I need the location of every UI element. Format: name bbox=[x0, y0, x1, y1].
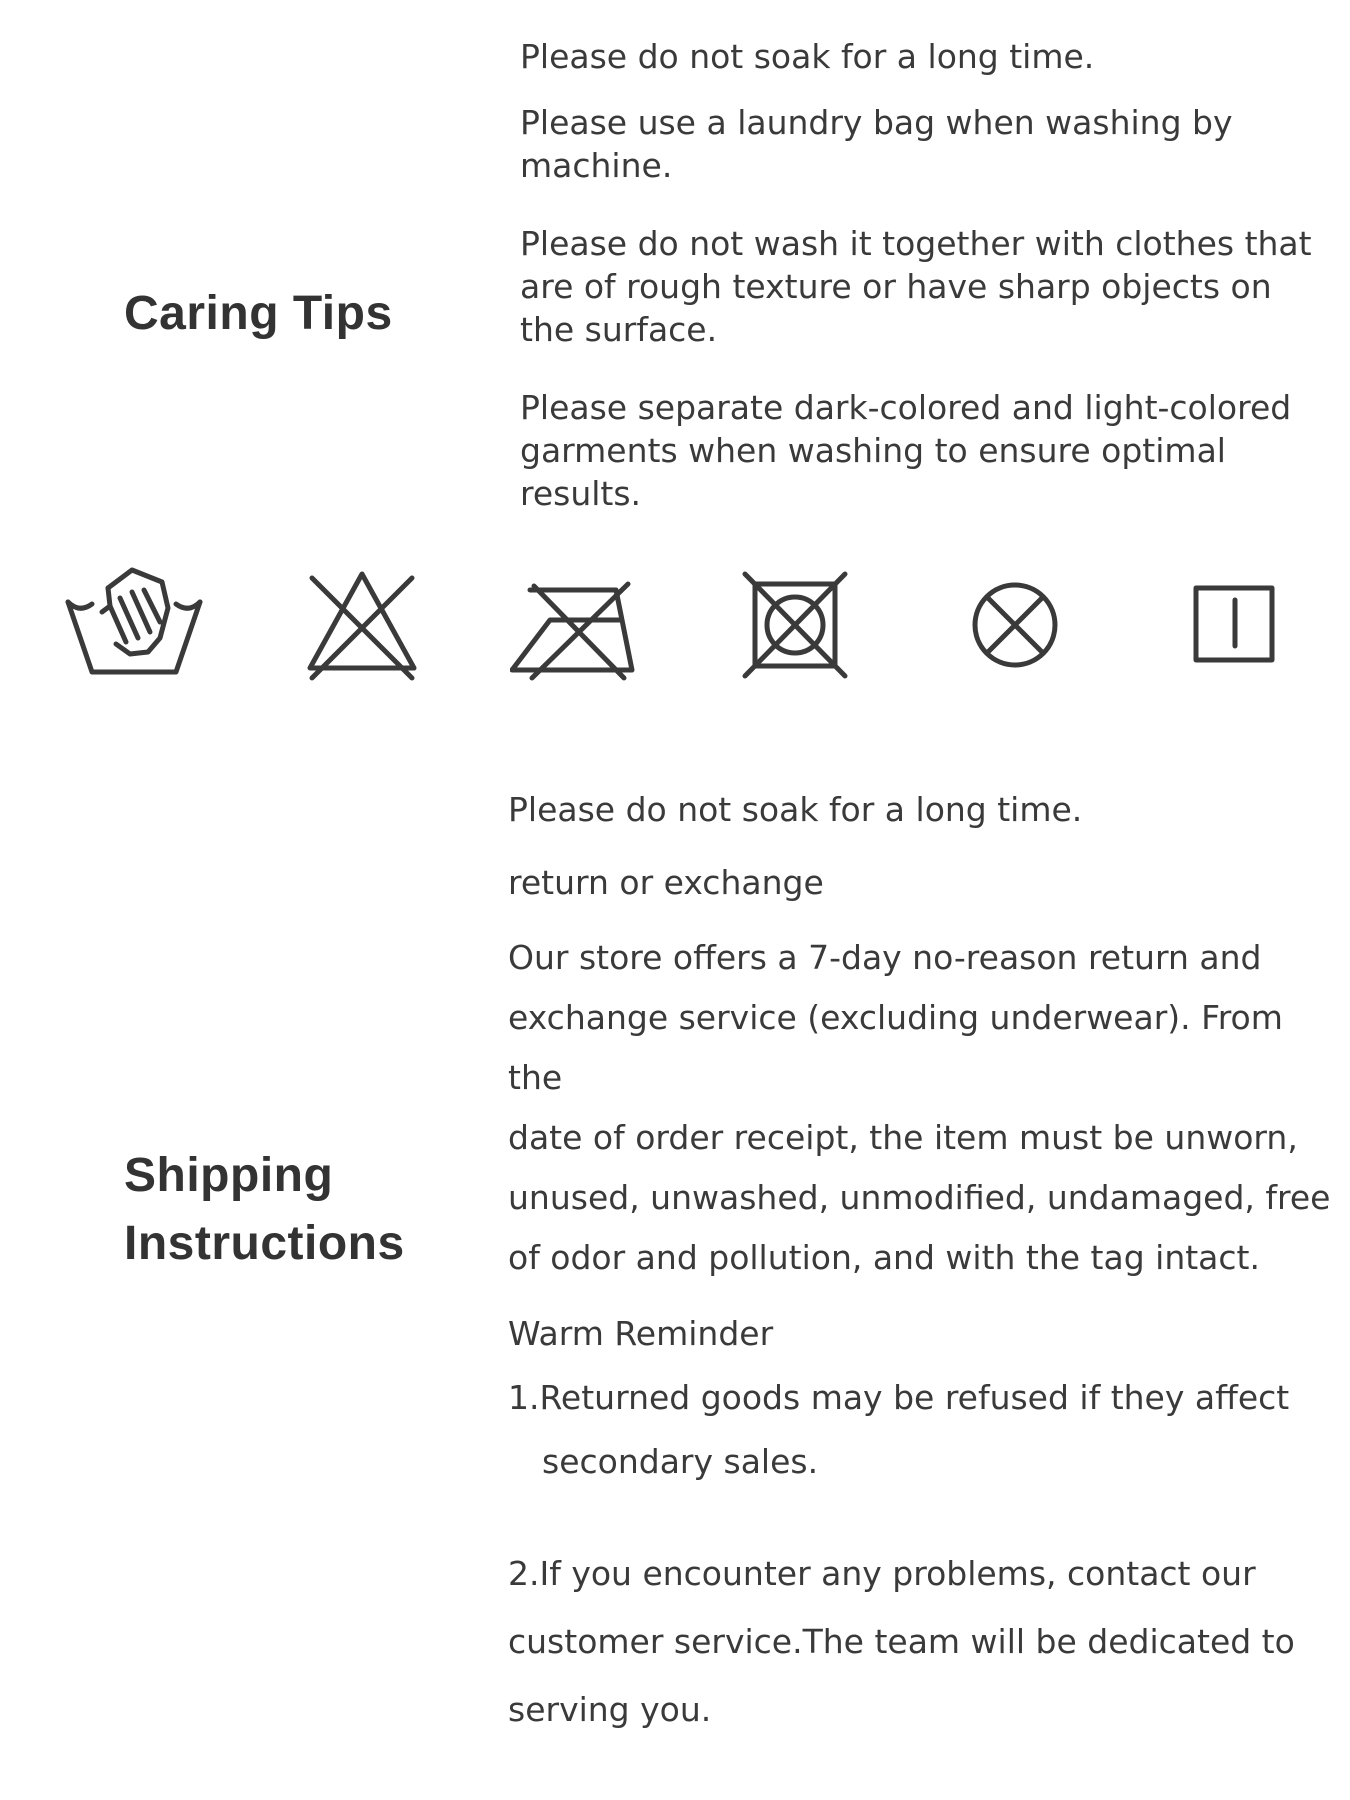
care-symbols-row bbox=[0, 560, 1350, 690]
line-dry-icon bbox=[1168, 560, 1308, 690]
reminder-2-text: 2.If you encounter any problems, contact our customer service.The team will be dedicated to serving you. bbox=[508, 1554, 1295, 1729]
do-not-dry-clean-icon bbox=[945, 560, 1085, 690]
hand-wash-icon bbox=[64, 560, 204, 690]
caring-tip-rough-texture: Please do not wash it together with clothes that are of rough texture or have sharp objects on the surface. bbox=[520, 224, 1312, 349]
reminder-1-line2: secondary sales. bbox=[542, 1442, 819, 1481]
do-not-tumble-dry-icon bbox=[725, 560, 865, 690]
caring-tips-heading: Caring Tips bbox=[124, 287, 393, 340]
caring-tip-laundry-bag: Please use a laundry bag when washing by machine. bbox=[520, 103, 1233, 185]
do-not-bleach-icon bbox=[292, 560, 432, 690]
shipping-instructions-heading: Shipping Instructions bbox=[124, 1149, 405, 1270]
caring-tip-separate-colors: Please separate dark-colored and light-colored garments when washing to ensure optimal results. bbox=[520, 388, 1292, 513]
do-not-iron-icon bbox=[510, 560, 650, 690]
shipping-soak-note: Please do not soak for a long time. bbox=[508, 790, 1083, 829]
caring-tip-soak: Please do not soak for a long time. bbox=[520, 37, 1095, 76]
return-exchange-title: return or exchange bbox=[508, 863, 824, 902]
return-policy-text: Our store offers a 7-day no-reason return and exchange service (excluding underwear). From the date of order receipt, the item must be unworn, unused, unwashed, unmodified, undamaged, free of odor and pollution, and with the tag intact. bbox=[508, 938, 1331, 1277]
warm-reminder-title: Warm Reminder bbox=[508, 1314, 774, 1353]
reminder-1-line1: 1.Returned goods may be refused if they affect bbox=[508, 1378, 1290, 1417]
